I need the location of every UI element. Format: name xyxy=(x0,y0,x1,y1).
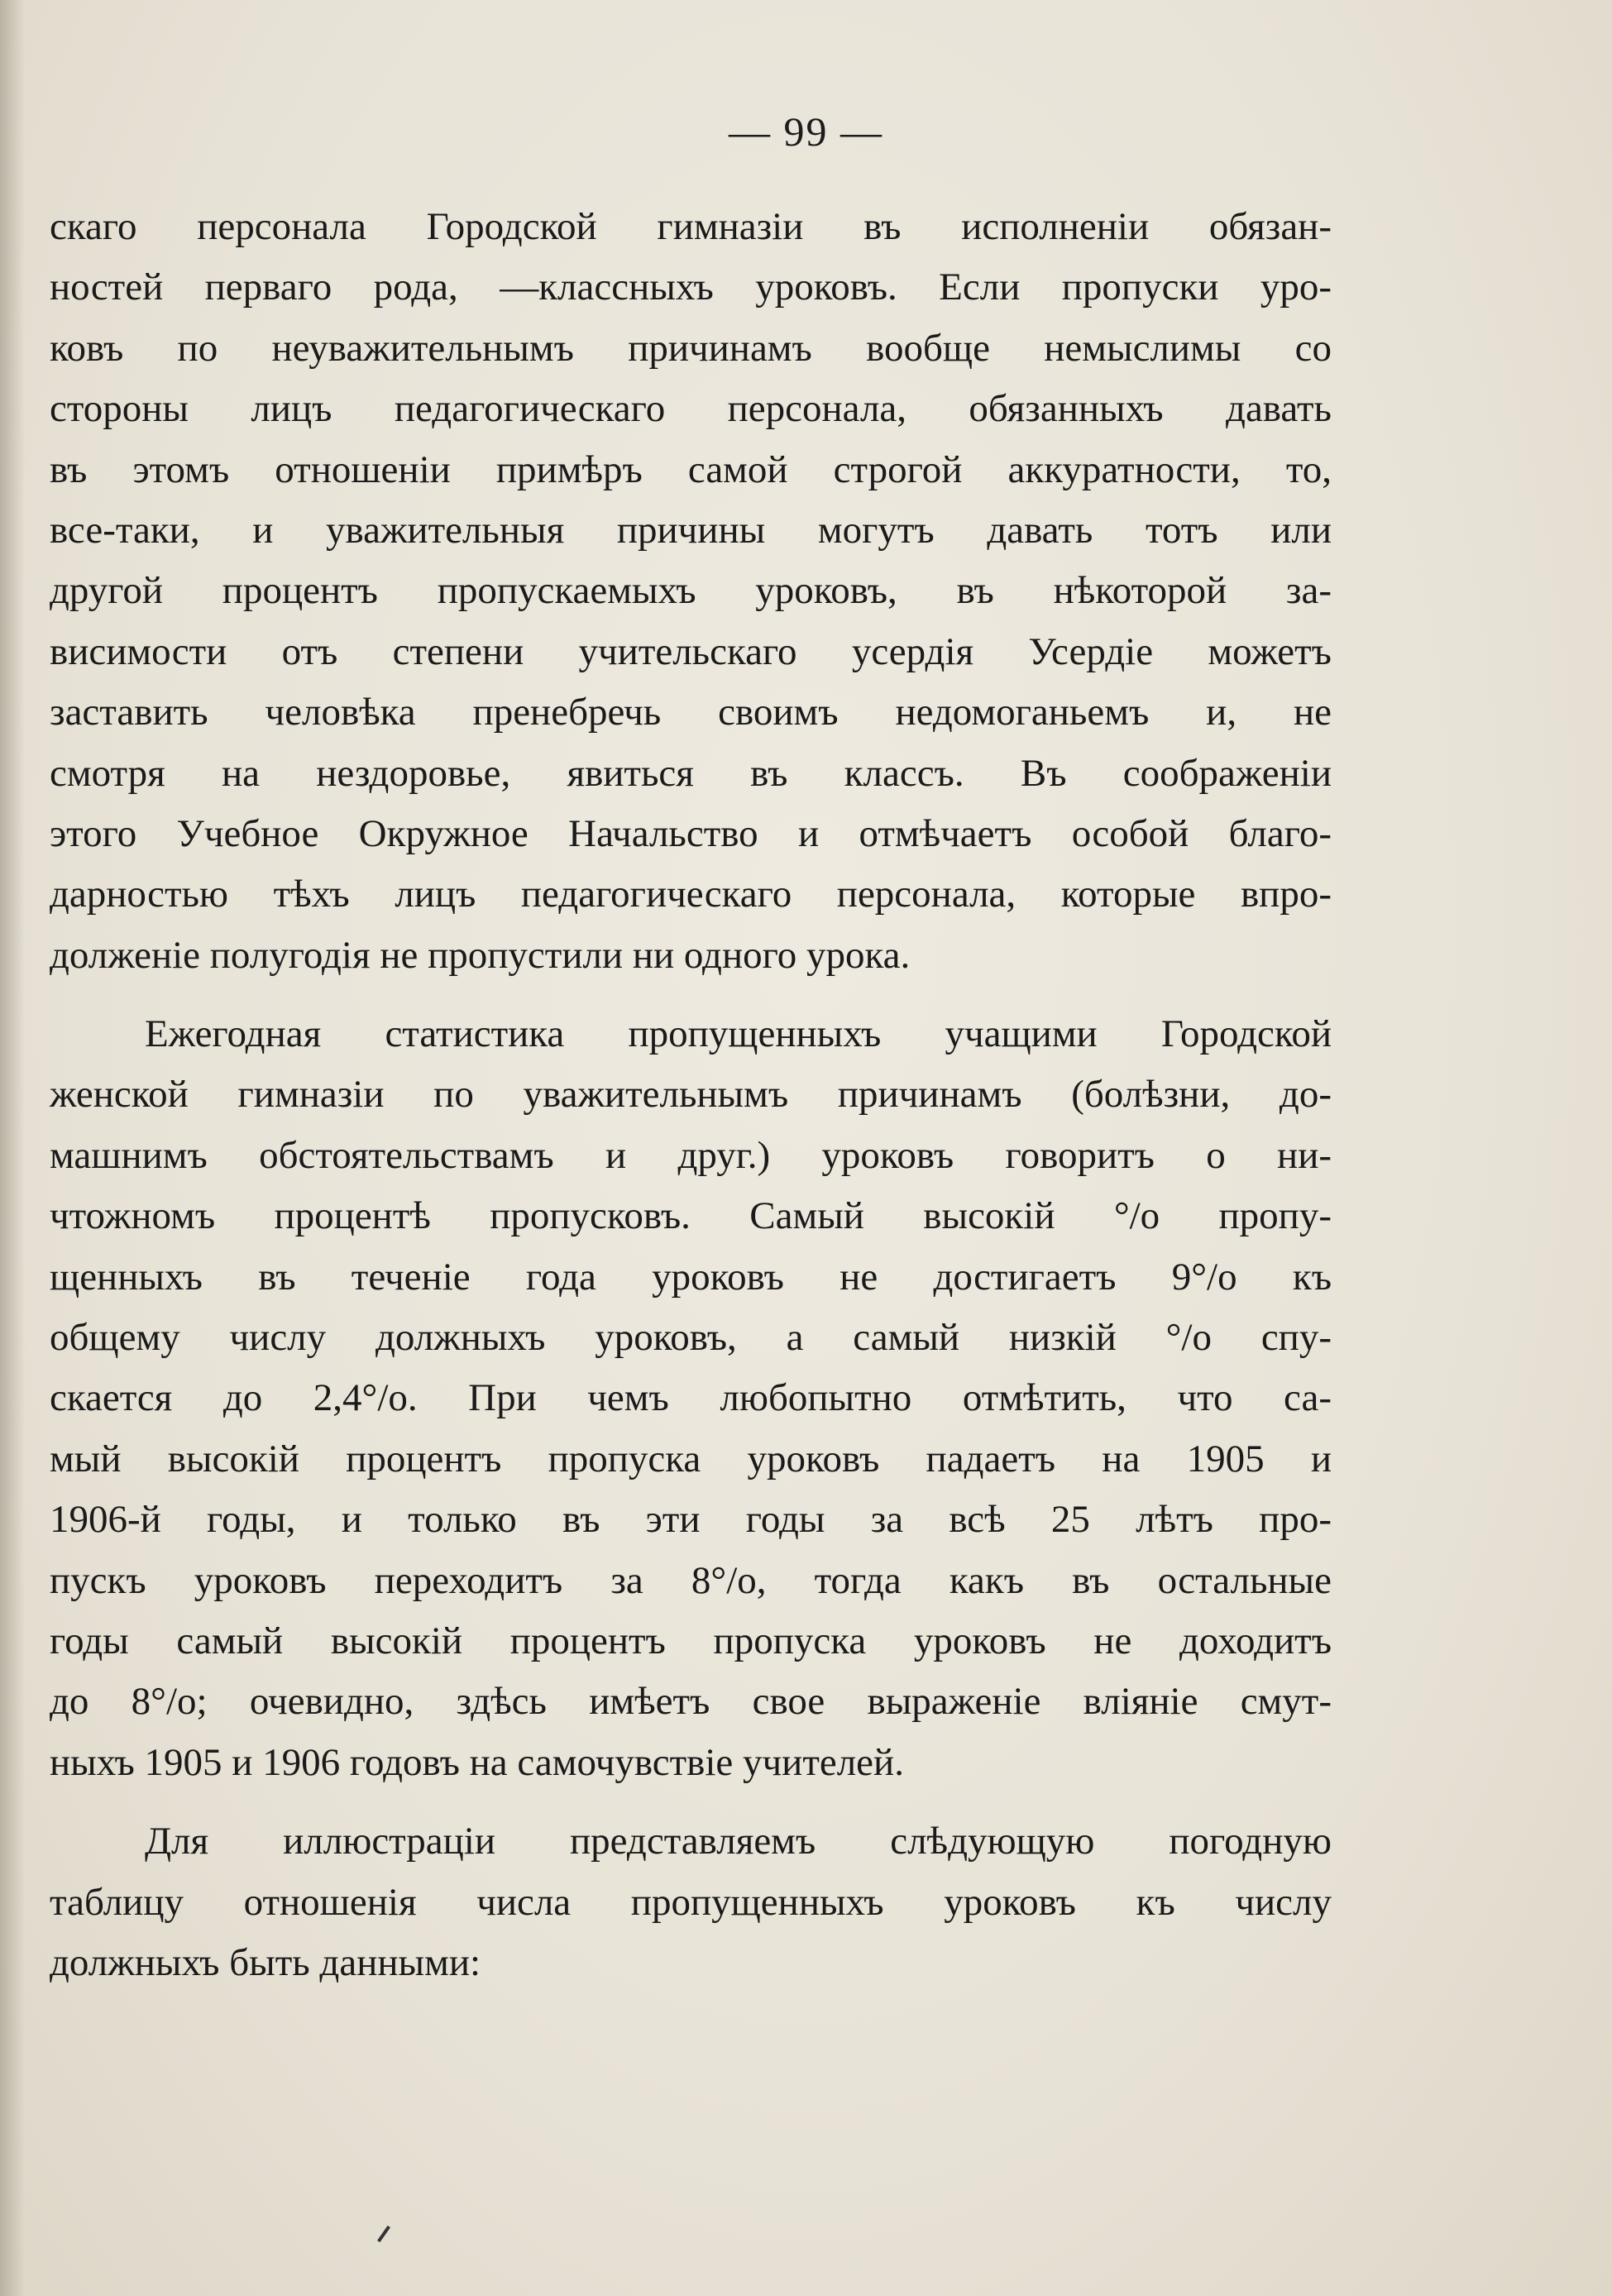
text-line: машнимъ обстоятельствамъ и друг.) уроковъ говоритъ о ни- xyxy=(50,1133,1332,1177)
text-line: долженіе полугодія не пропустили ни одного урока. xyxy=(50,933,911,977)
page-number: — 99 — xyxy=(729,108,883,155)
binding-shadow xyxy=(0,0,25,2296)
text-line: должныхъ быть данными: xyxy=(50,1940,481,1984)
text-line: Ежегодная статистика пропущенныхъ учащими Городской xyxy=(145,1012,1332,1056)
text-line: Для иллюстраціи представляемъ слѣдующую погодную xyxy=(145,1820,1332,1863)
text-line: все-таки, и уважительныя причины могутъ давать тотъ или xyxy=(50,508,1332,552)
paragraph-3 xyxy=(50,1811,1332,1993)
text-line: 1906-й годы, и только въ эти годы за всѣ 25 лѣтъ про- xyxy=(50,1498,1332,1542)
body-text xyxy=(50,197,1332,1993)
text-line: этого Учебное Окружное Начальство и отмѣчаетъ особой благо- xyxy=(50,811,1332,855)
text-line: скаго персонала Городской гимназіи въ исполненіи обязан- xyxy=(50,205,1332,248)
pen-mark xyxy=(377,2226,390,2242)
text-line: таблицу отношенія числа пропущенныхъ уроковъ къ числу xyxy=(50,1880,1332,1924)
text-line: пускъ уроковъ переходитъ за 8°/о, тогда какъ въ остальные xyxy=(50,1558,1332,1602)
text-line: въ этомъ отношеніи примѣръ самой строгой аккуратности, то, xyxy=(50,447,1332,491)
paragraph-2 xyxy=(50,1004,1332,1793)
text-line: висимости отъ степени учительскаго усердія Усердіе можетъ xyxy=(50,629,1332,673)
text-line: смотря на нездоровье, явиться въ классъ. Въ соображеніи xyxy=(50,751,1332,795)
text-line: чтожномъ процентѣ пропусковъ. Самый высокій °/о пропу- xyxy=(50,1194,1332,1238)
paragraph-1 xyxy=(50,197,1332,986)
text-line: щенныхъ въ теченіе года уроковъ не достигаетъ 9°/о къ xyxy=(50,1255,1332,1299)
text-line: стороны лицъ педагогическаго персонала, обязанныхъ давать xyxy=(50,387,1332,431)
text-line: ковъ по неуважительнымъ причинамъ вообще немыслимы со xyxy=(50,326,1332,370)
text-line: общему числу должныхъ уроковъ, а самый низкій °/о спу- xyxy=(50,1316,1332,1360)
text-line: годы самый высокій процентъ пропуска уроковъ не доходитъ xyxy=(50,1619,1332,1662)
text-line: женской гимназіи по уважительнымъ причинамъ (болѣзни, до- xyxy=(50,1073,1332,1117)
text-line: ностей перваго рода, —классныхъ уроковъ. Если пропуски уро- xyxy=(50,265,1332,309)
text-line: до 8°/о; очевидно, здѣсь имѣетъ свое выраженіе вліяніе смут- xyxy=(50,1680,1332,1724)
text-line: заставить человѣка пренебречь своимъ недомоганьемъ и, не xyxy=(50,691,1332,734)
text-line: ныхъ 1905 и 1906 годовъ на самочувствіе учителей. xyxy=(50,1740,904,1784)
text-line: другой процентъ пропускаемыхъ уроковъ, въ нѣкоторой за- xyxy=(50,569,1332,613)
text-line: мый высокій процентъ пропуска уроковъ падаетъ на 1905 и xyxy=(50,1437,1332,1480)
text-line: дарностью тѣхъ лицъ педагогическаго персонала, которые впро- xyxy=(50,873,1332,916)
text-line: скается до 2,4°/о. При чемъ любопытно отмѣтить, что са- xyxy=(50,1376,1332,1420)
